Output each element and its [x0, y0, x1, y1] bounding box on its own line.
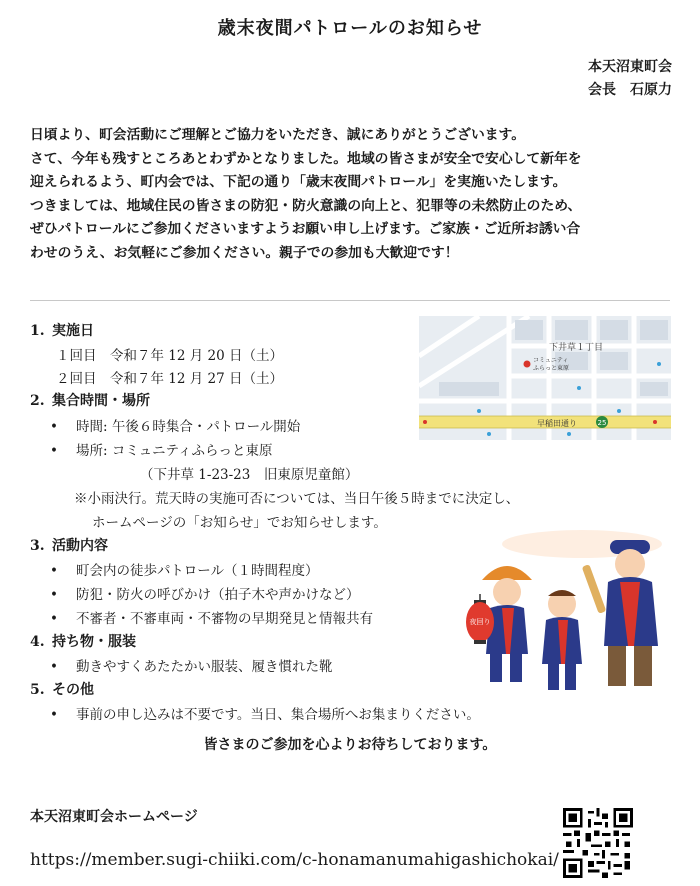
section-number: 4.	[30, 634, 45, 650]
chairperson: 会長 石原力	[588, 82, 672, 98]
intro-paragraph	[30, 124, 675, 265]
homepage-label: 本天沼東町会ホームページ	[30, 809, 198, 825]
section-number: 3.	[30, 538, 45, 554]
intro-line: つきましては、地域住民の皆さまの防犯・防火意識の向上と、犯罪等の未然防止のため、	[30, 197, 582, 214]
facility-label: コミュニティ	[533, 357, 569, 364]
section-number: 5.	[30, 682, 45, 698]
intro-line: さて、今年も残すところあとわずかとなりました。地域の皆さまが安全で安心して新年を	[30, 150, 582, 167]
intro-line: 日頃より、町会活動にご理解とご協力をいただき、誠にありがとうございます。	[30, 127, 526, 143]
organization-block	[588, 56, 672, 102]
section-heading-4	[30, 631, 136, 651]
closing-message: 皆さまのご参加を心よりお待ちしております。	[203, 737, 497, 753]
patrol-illustration	[462, 524, 672, 704]
section-title: 持ち物・服装	[52, 634, 136, 650]
adult-figure-icon	[582, 540, 658, 686]
section-number: 1.	[30, 323, 45, 339]
rain-note: ※小雨決行。荒天時の実施可否については、当日午後５時までに決定し、	[74, 491, 520, 507]
child-figure-icon	[542, 590, 582, 690]
activity-item: • 不審者・不審車両・不審物の早期発見と情報共有	[76, 607, 373, 627]
location-map	[419, 316, 671, 440]
page-title: 歳末夜間パトロールのお知らせ	[217, 18, 483, 39]
section-title: その他	[52, 682, 94, 698]
facility-label: ふらっと東原	[533, 365, 570, 372]
activity-item: • 防犯・防火の呼びかけ（拍子木や声かけなど）	[76, 583, 360, 603]
qr-code-icon[interactable]	[563, 808, 633, 878]
intro-line: ぜひパトロールにご参加くださいますようお願い申し上げます。ご家族・ご近所お誘い合	[30, 221, 581, 237]
meeting-place: • 場所: コミュニティふらっと東原	[76, 439, 273, 459]
area-label: 下井草１丁目	[549, 343, 604, 353]
section-title: 活動内容	[52, 538, 108, 554]
meeting-address: （下井草 1-23-23 旧東原児童館）	[140, 467, 359, 483]
belongings-item: • 動きやすくあたたかい服装、履き慣れた靴	[76, 655, 333, 675]
other-item: • 事前の申し込みは不要です。当日、集合場所へお集まりください。	[76, 703, 480, 723]
meeting-time: • 時間: 午後６時集合・パトロール開始	[76, 415, 300, 435]
route-number: 25	[597, 419, 607, 427]
section-heading-2	[30, 390, 150, 410]
activity-item: • 町会内の徒歩パトロール（１時間程度）	[76, 559, 318, 579]
map-pin-icon	[524, 361, 531, 368]
section-heading-1	[30, 320, 94, 340]
section-title: 集合時間・場所	[52, 393, 150, 409]
divider	[30, 300, 670, 301]
homepage-url[interactable]: https://member.sugi-chiiki.com/c-honamanumahigashichokai/	[30, 850, 559, 870]
lantern-text: 夜回り	[469, 618, 491, 626]
section-number: 2.	[30, 393, 45, 409]
section-heading-5	[30, 679, 94, 699]
date-second: ２回目 令和７年 12 月 27 日（土）	[56, 371, 284, 387]
organization-name: 本天沼東町会	[588, 59, 672, 75]
intro-line: わせのうえ、お気軽にご参加ください。親子での参加も大歓迎です！	[30, 244, 459, 261]
intro-line: 迎えられるよう、町内会では、下記の通り「歳末夜間パトロール」を実施いたします。	[30, 174, 567, 190]
road-label: 早稲田通り	[537, 419, 577, 428]
section-heading-3	[30, 535, 108, 555]
date-first: １回目 令和７年 12 月 20 日（土）	[56, 348, 284, 364]
section-title: 実施日	[52, 323, 94, 339]
rain-note-continued: ホームページの「お知らせ」でお知らせします。	[92, 515, 387, 531]
